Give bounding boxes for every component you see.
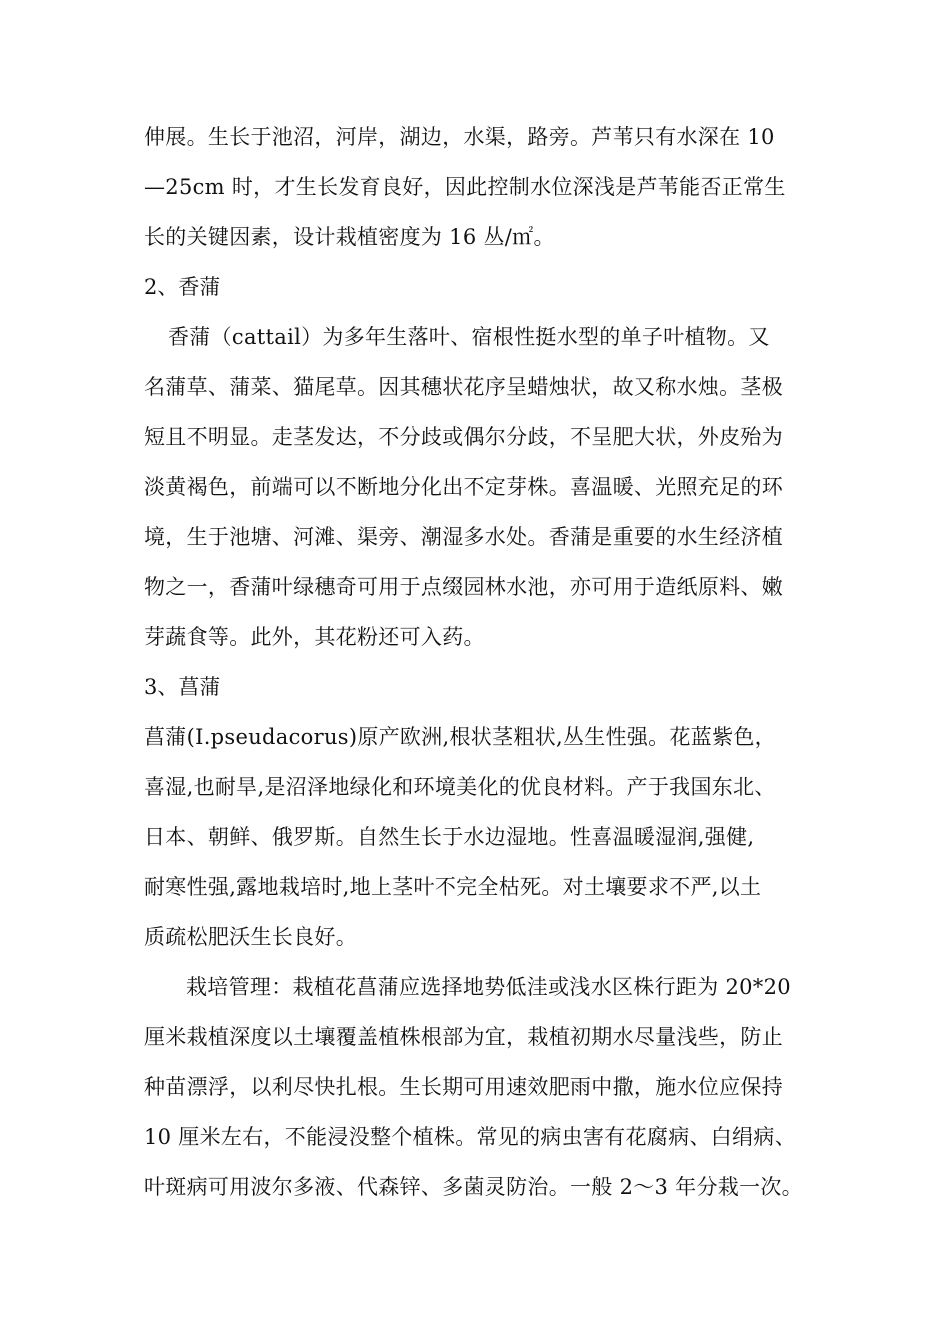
text-line: 短且不明显。走茎发达，不分歧或偶尔分歧，不呈肥大状，外皮殆为 xyxy=(144,425,783,449)
text-line: 耐寒性强,露地栽培时,地上茎叶不完全枯死。对土壤要求不严,以土 xyxy=(144,875,762,899)
text-line: 日本、朝鲜、俄罗斯。自然生长于水边湿地。性喜温暖湿润,强健, xyxy=(144,825,755,849)
paragraph-cultivation xyxy=(144,962,816,1212)
text-line: 芽蔬食等。此外，其花粉还可入药。 xyxy=(144,625,485,649)
text-line: 香蒲（cattail）为多年生落叶、宿根性挺水型的单子叶植物。又 xyxy=(168,325,770,349)
section-heading-cattail: 2、香蒲 xyxy=(144,275,221,299)
text-line: 厘米栽植深度以土壤覆盖植株根部为宜，栽植初期水尽量浅些，防止 xyxy=(144,1025,783,1049)
text-line: 喜湿,也耐旱,是沼泽地绿化和环境美化的优良材料。产于我国东北、 xyxy=(144,775,776,799)
text-line: 长的关键因素，设计栽植密度为 16 丛/㎡。 xyxy=(144,225,555,249)
paragraph-iris xyxy=(144,712,816,962)
paragraph-reed xyxy=(144,112,816,262)
text-line: —25cm 时，才生长发育良好，因此控制水位深浅是芦苇能否正常生 xyxy=(144,175,786,199)
text-line: 菖蒲(I.pseudacorus)原产欧洲,根状茎粗状,丛生性强。花蓝紫色， xyxy=(144,725,776,749)
text-line: 淡黄褐色，前端可以不断地分化出不定芽株。喜温暖、光照充足的环 xyxy=(144,475,783,499)
document-page xyxy=(144,112,816,1212)
text-line: 伸展。生长于池沼，河岸，湖边，水渠，路旁。芦苇只有水深在 10 xyxy=(144,125,775,149)
text-line: 物之一，香蒲叶绿穗奇可用于点缀园林水池，亦可用于造纸原料、嫩 xyxy=(144,575,783,599)
text-line: 质疏松肥沃生长良好。 xyxy=(144,925,357,949)
text-line: 10 厘米左右，不能浸没整个植株。常见的病虫害有花腐病、白绢病、 xyxy=(144,1125,796,1149)
text-line: 种苗漂浮，以利尽快扎根。生长期可用速效肥雨中撒，施水位应保持 xyxy=(144,1075,783,1099)
text-line: 名蒲草、蒲菜、猫尾草。因其穗状花序呈蜡烛状，故又称水烛。茎极 xyxy=(144,375,783,399)
text-line: 栽培管理：栽植花菖蒲应选择地势低洼或浅水区株行距为 20*20 xyxy=(186,975,791,999)
paragraph-cattail xyxy=(144,312,816,662)
section-heading-iris: 3、菖蒲 xyxy=(144,675,221,699)
text-line: 境，生于池塘、河滩、渠旁、潮湿多水处。香蒲是重要的水生经济植 xyxy=(144,525,783,549)
text-line: 叶斑病可用波尔多液、代森锌、多菌灵防治。一般 2～3 年分栽一次。 xyxy=(144,1175,803,1199)
